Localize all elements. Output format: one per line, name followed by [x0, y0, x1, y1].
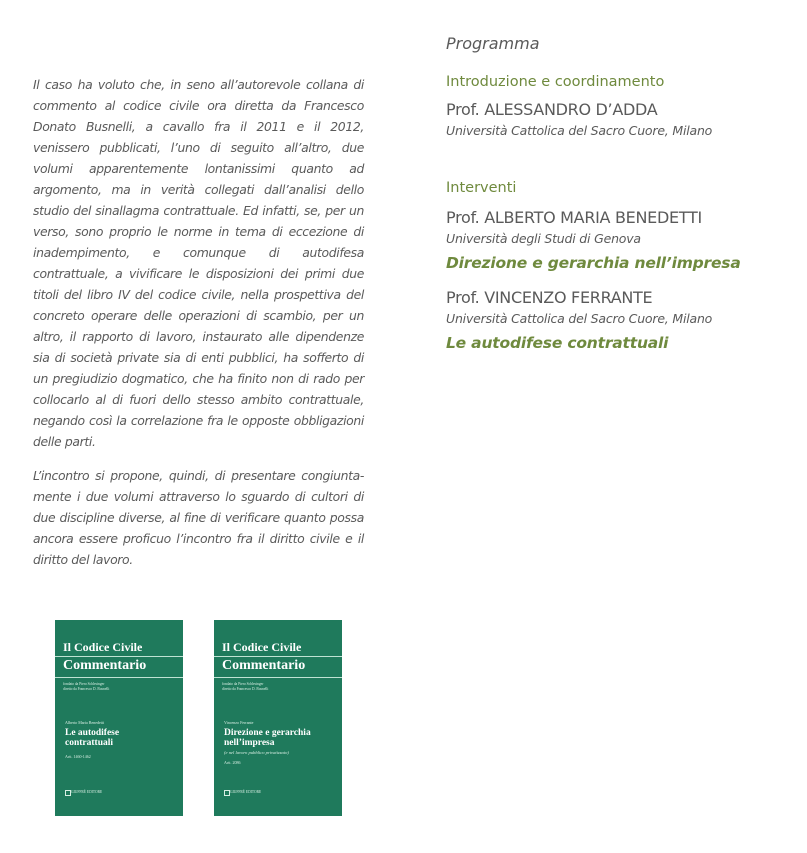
talk-speaker-affiliation: Università degli Studi di Genova: [446, 231, 641, 246]
talk-speaker-name: Prof. ALBERTO MARIA BENEDETTI: [446, 208, 702, 227]
intro-text: [33, 74, 364, 583]
book-author: Alberto Maria Benedetti: [65, 720, 105, 725]
book-founder: fondato da Piero Schlesinger: [222, 682, 264, 686]
book-subseries: Commentario: [222, 658, 306, 673]
intro-paragraph-1: Il caso ha voluto che, in seno all’autorevole collana di commento al codice civile ora diretta da Francesco Donato Busnelli, a cavallo fra il 2011 e il 2012, venissero pubblicati, l’uno di seguito all’altro, due volumi apparentemente lontanissimi quanto ad argomento, ma in verità collegati dall’analisi dello studio del sinallagma contrattuale. Ed infatti, se, per un verso, sono proprio le norme in tema di eccezione di inadempimento, e comunque di autodifesa contrattuale, a vivificare le disposizioni dei primi due titoli del libro IV del codice civile, nella prospettiva del concreto operare delle operazioni di scambio, per un altro, il rapporto di lavoro, instaurato alle dipendenze sia di società private sia di enti pubblici, ha sofferto di un pregiudizio dogmatico, che ha finito non di rado per collocarlo al di fuori dello stesso ambito contrattuale, negando così la correlazione fra le opposte obbligazioni delle parti.: [33, 77, 364, 449]
book-author: Vincenzo Ferrante: [224, 720, 254, 725]
book-series: Il Codice Civile: [63, 640, 143, 654]
book-director: diretto da Francesco D. Busnelli: [222, 687, 269, 691]
talk-title: Le autodifese contrattuali: [446, 334, 669, 352]
book-subseries: Commentario: [63, 658, 147, 673]
talk-speaker-name: Prof. VINCENZO FERRANTE: [446, 288, 653, 307]
program-title: Programma: [446, 34, 540, 53]
intro-paragraph-2: L’incontro si propone, quindi, di presentare congiunta-mente i due volumi attraverso lo sguardo di cultori di due discipline diverse, al fine di verificare quanto possa ancora essere proficuo l’incontro fra il diritto civile e il diritto del lavoro.: [33, 468, 364, 567]
talk-speaker-affiliation: Università Cattolica del Sacro Cuore, Milano: [446, 311, 713, 326]
book-rule: [55, 656, 183, 657]
intro-speaker-name: Prof. ALESSANDRO D’ADDA: [446, 100, 658, 119]
book-articles: Artt. 1460-1462: [65, 754, 91, 759]
book-director: diretto da Francesco D. Busnelli: [63, 687, 110, 691]
book-title-line: contrattuali: [65, 738, 114, 748]
book-publisher: GIUFFRÈ EDITORE: [71, 790, 103, 794]
talks-label: Interventi: [446, 180, 517, 196]
intro-label: Introduzione e coordinamento: [446, 74, 665, 90]
book-cover-autodifese: [55, 620, 183, 816]
book-founder: fondato da Piero Schlesinger: [63, 682, 105, 686]
book-rule: [214, 677, 342, 678]
book-articles: Artt. 2086: [224, 760, 241, 765]
book-rule: [214, 656, 342, 657]
book-title-line: Le autodifese: [65, 728, 120, 738]
book-title-line: nell’impresa: [224, 738, 275, 748]
book-rule: [55, 677, 183, 678]
talk-title: Direzione e gerarchia nell’impresa: [446, 254, 741, 272]
intro-speaker-affiliation: Università Cattolica del Sacro Cuore, Milano: [446, 123, 713, 138]
book-series: Il Codice Civile: [222, 640, 302, 654]
book-cover-direzione: [214, 620, 342, 816]
book-publisher: GIUFFRÈ EDITORE: [230, 790, 262, 794]
book-title-line: Direzione e gerarchia: [224, 728, 311, 738]
book-subtitle: (e nel lavoro pubblico privatizzato): [224, 750, 289, 755]
